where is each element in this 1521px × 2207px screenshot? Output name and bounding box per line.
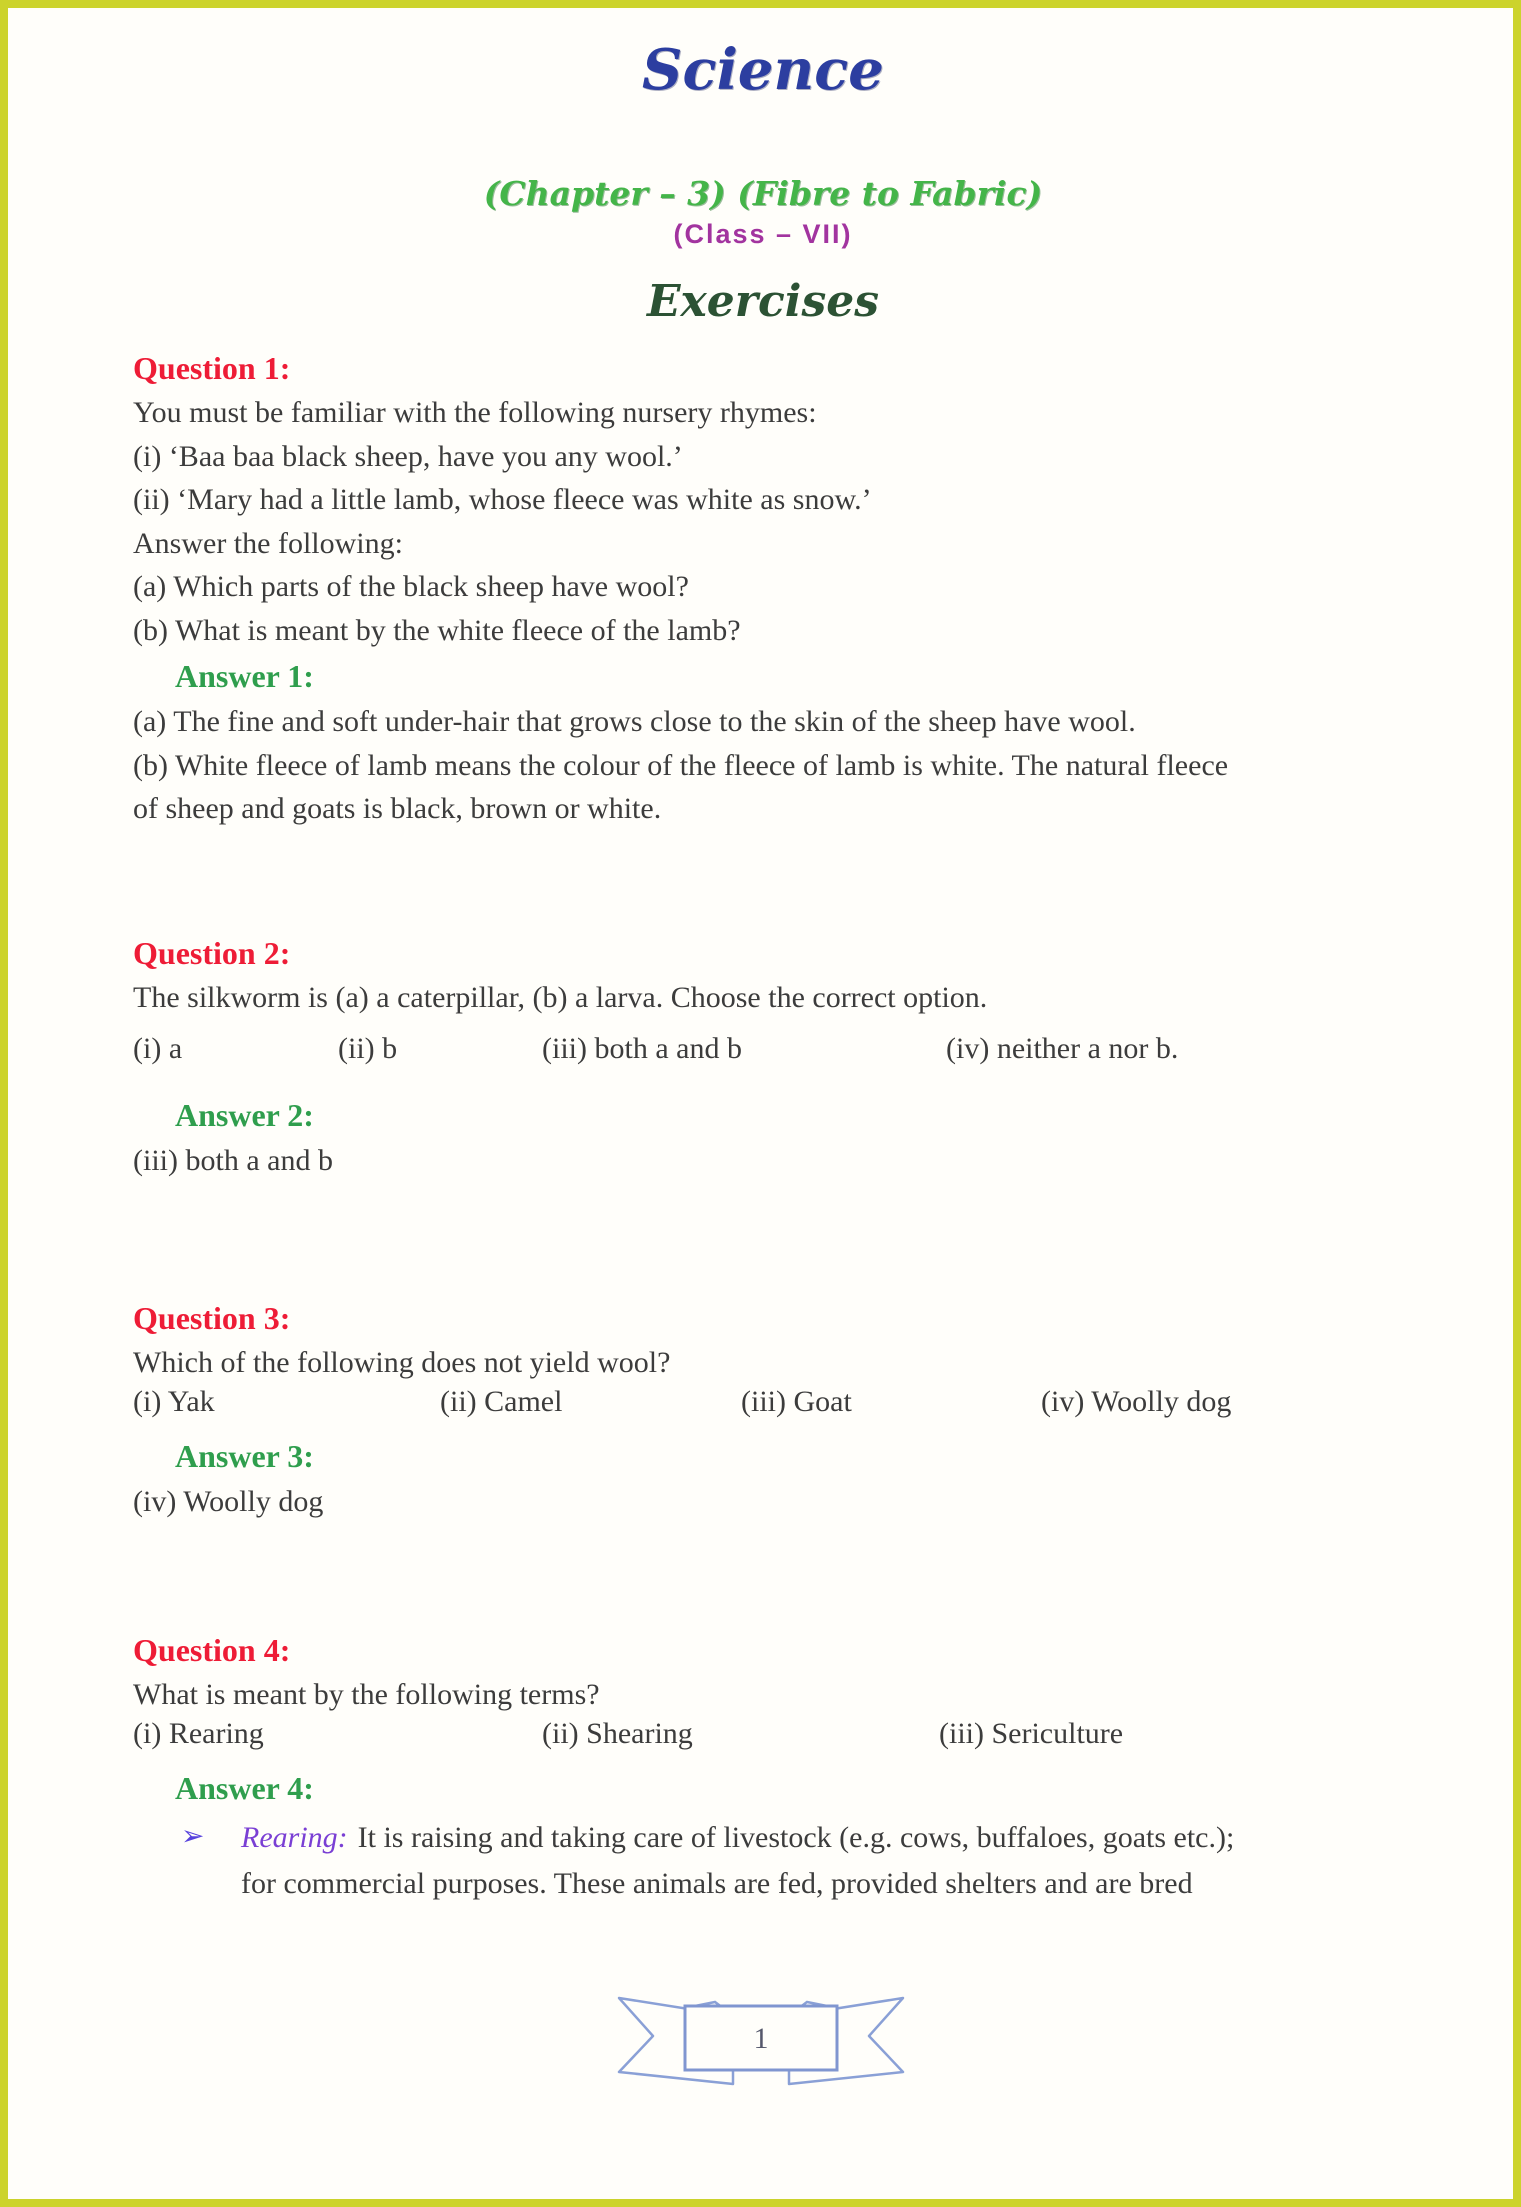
class-subtitle: (Class – VII)	[673, 218, 853, 249]
question-2-options	[133, 1032, 1393, 1076]
answer-1-line: (a) The fine and soft under-hair that grows close to the skin of the sheep have wool.	[133, 705, 1136, 739]
page-title: Science	[642, 37, 884, 103]
question-2-label: Question 2:	[133, 934, 291, 971]
question-3-options	[133, 1385, 1393, 1429]
page-number-ribbon	[611, 1990, 911, 2099]
question-3-label: Question 3:	[133, 1299, 291, 1336]
answer-4-bullet	[133, 1815, 1393, 1907]
page-content	[8, 8, 1513, 1907]
question-1-line: (ii) ‘Mary had a little lamb, whose fleece was white as snow.’	[133, 483, 872, 517]
answer-4-term: Rearing:	[241, 1821, 348, 1855]
question-1-section	[133, 345, 1393, 831]
option-iii: (iii) Sericulture	[939, 1717, 1124, 1751]
chapter-subtitle: (Chapter – 3) (Fibre to Fabric)	[483, 174, 1043, 214]
page-number: 1	[753, 2022, 768, 2055]
answer-2-label: Answer 2:	[175, 1097, 314, 1134]
option-iv: (iv) neither a nor b.	[946, 1032, 1179, 1066]
answer-1-label: Answer 1:	[175, 658, 314, 695]
answer-3-label: Answer 3:	[175, 1438, 314, 1475]
answer-4-bullet-line: for commercial purposes. These animals are fed, provided shelters and are bred	[241, 1867, 1193, 1901]
answer-3-line: (iv) Woolly dog	[133, 1485, 324, 1519]
answer-1-line: of sheep and goats is black, brown or white.	[133, 792, 662, 826]
option-i: (i) Yak	[133, 1385, 215, 1419]
option-ii: (ii) b	[338, 1032, 398, 1066]
exercises-heading: Exercises	[647, 276, 879, 328]
question-4-label: Question 4:	[133, 1631, 291, 1668]
option-i: (i) a	[133, 1032, 183, 1066]
question-2-line: The silkworm is (a) a caterpillar, (b) a larva. Choose the correct option.	[133, 980, 988, 1014]
option-i: (i) Rearing	[133, 1717, 264, 1751]
option-iii: (iii) both a and b	[542, 1032, 742, 1066]
question-4-line: What is meant by the following terms?	[133, 1677, 600, 1711]
question-1-line: (b) What is meant by the white fleece of the lamb?	[133, 613, 741, 647]
question-2-section	[133, 930, 1393, 1183]
option-ii: (ii) Camel	[440, 1385, 563, 1419]
question-4-section	[133, 1627, 1393, 1908]
question-4-options	[133, 1717, 1393, 1761]
question-1-line: You must be familiar with the following nursery rhymes:	[133, 396, 817, 430]
question-1-line: Answer the following:	[133, 526, 403, 560]
option-ii: (ii) Shearing	[542, 1717, 693, 1751]
option-iv: (iv) Woolly dog	[1041, 1385, 1232, 1419]
question-3-section	[133, 1295, 1393, 1524]
answer-2-line: (iii) both a and b	[133, 1144, 333, 1178]
arrow-bullet-icon: ➢	[181, 1819, 205, 1853]
option-iii: (iii) Goat	[741, 1385, 852, 1419]
answer-4-bullet-line	[241, 1815, 1393, 1861]
question-1-line: (a) Which parts of the black sheep have wool?	[133, 570, 689, 604]
ribbon-graphic	[611, 1990, 911, 2094]
question-1-line: (i) ‘Baa baa black sheep, have you any wool.’	[133, 439, 683, 473]
question-1-label: Question 1:	[133, 350, 291, 387]
question-3-line: Which of the following does not yield wool?	[133, 1345, 671, 1379]
answer-1-line: (b) White fleece of lamb means the colour of the fleece of lamb is white. The natural fleece	[133, 748, 1229, 782]
answer-4-text: It is raising and taking care of livestock (e.g. cows, buffaloes, goats etc.);	[357, 1821, 1235, 1855]
answer-4-label: Answer 4:	[175, 1770, 314, 1807]
